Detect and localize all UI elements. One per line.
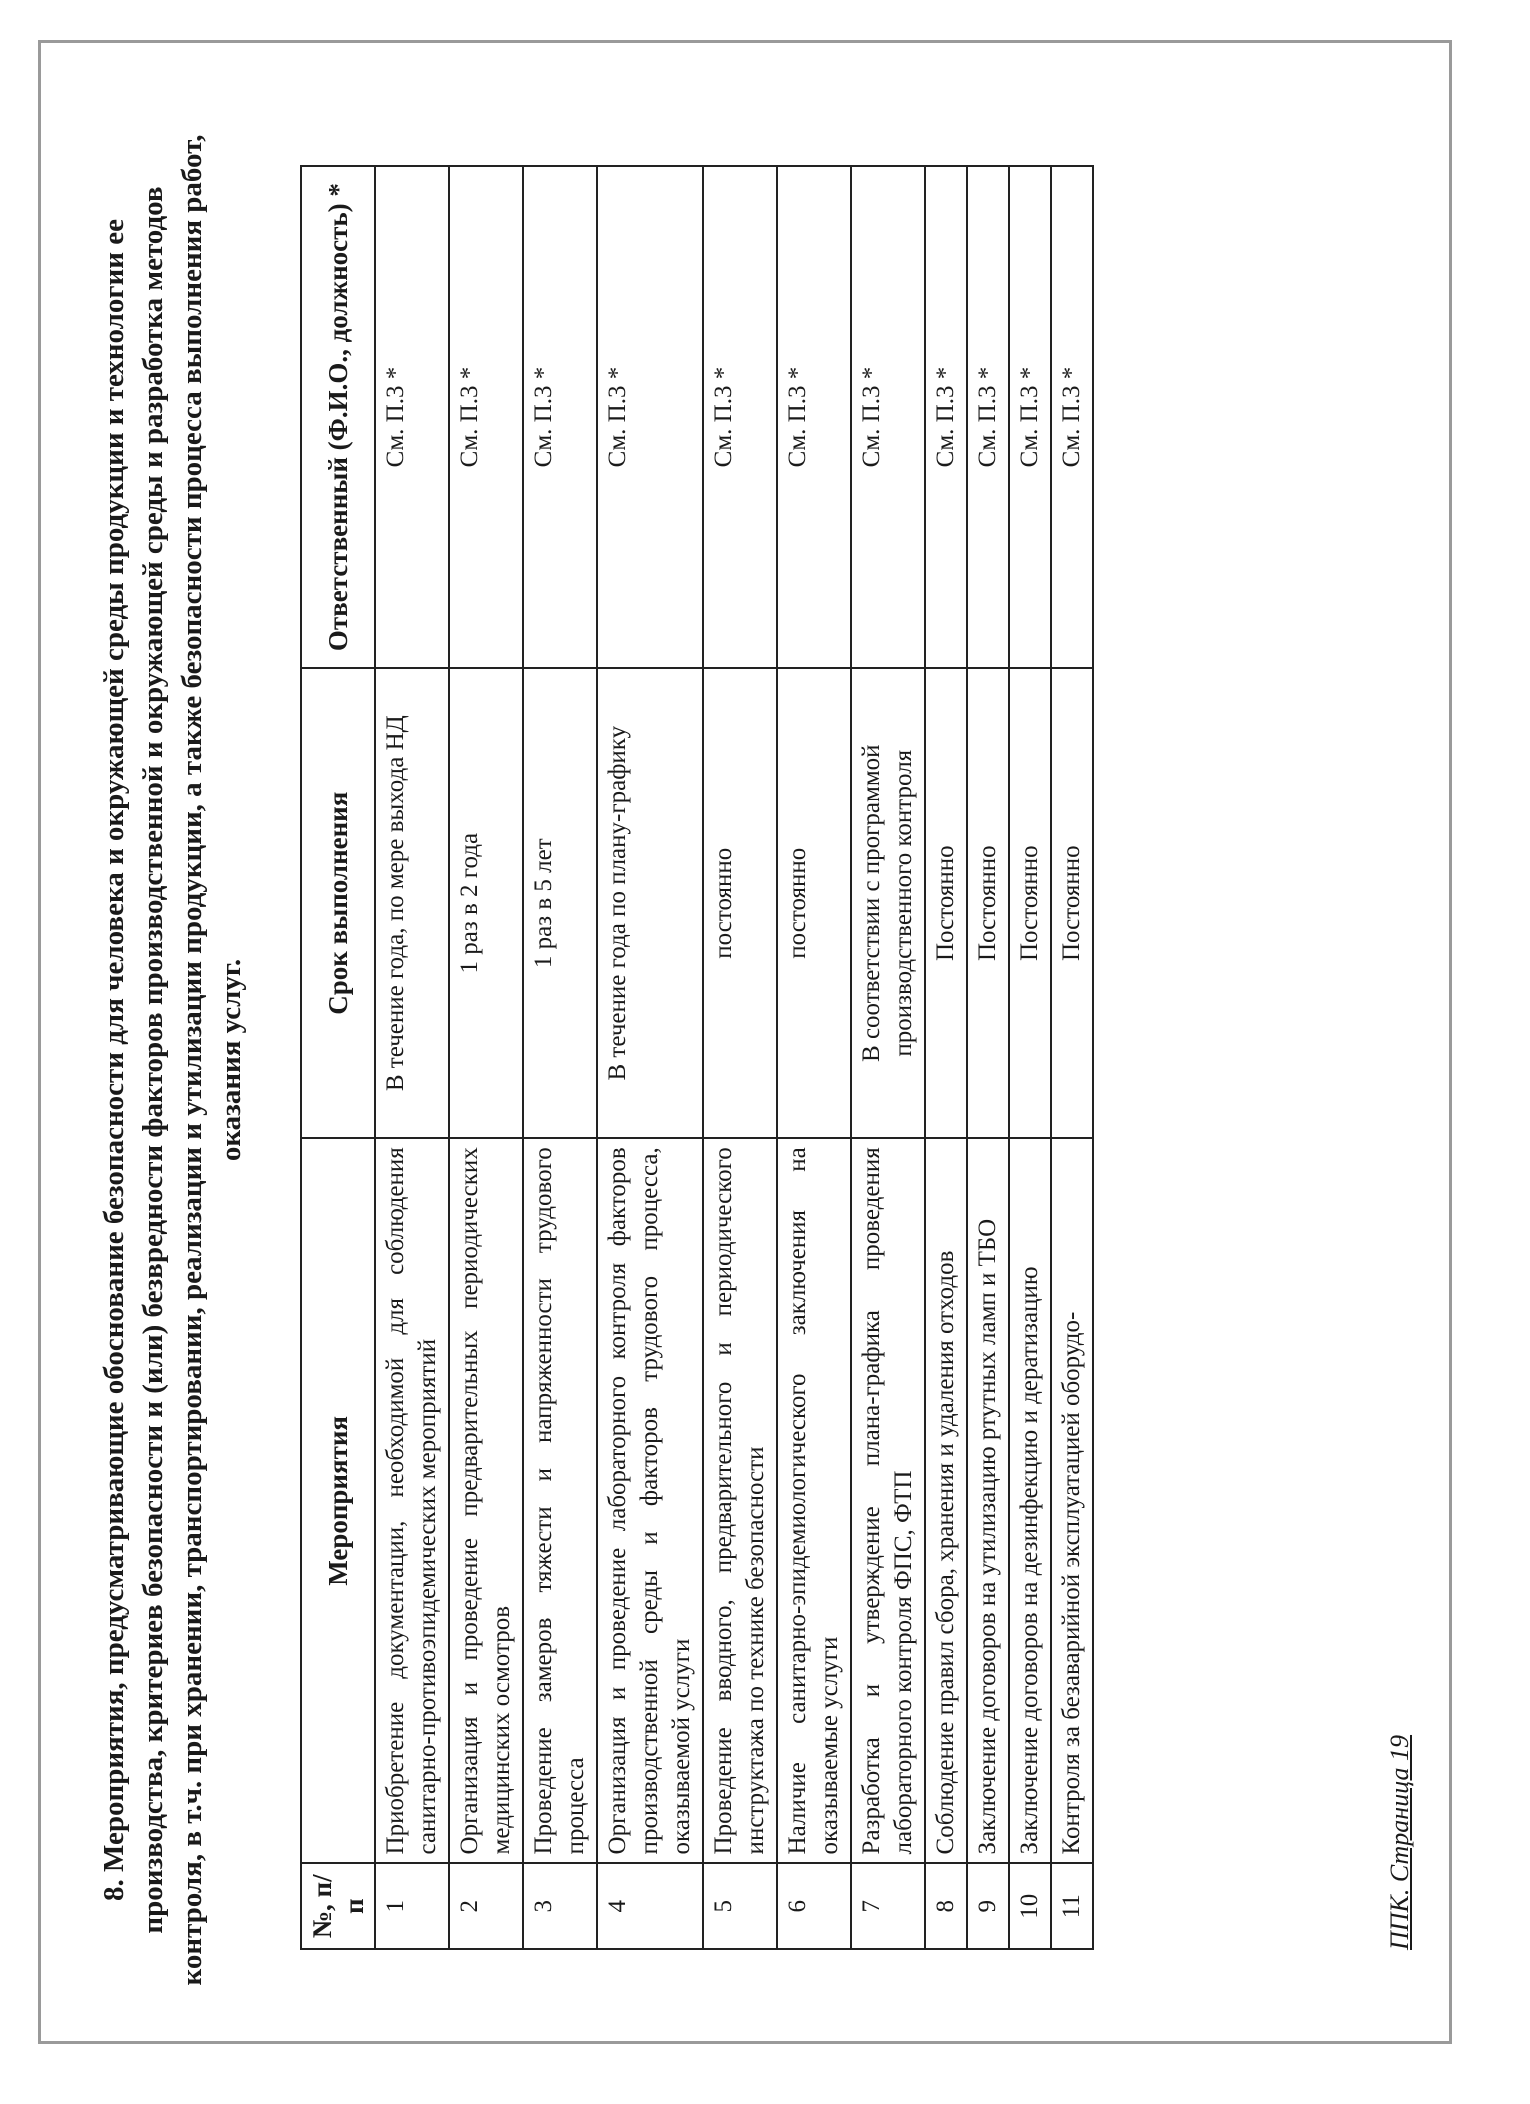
table-row <box>1051 166 1093 1949</box>
row-activity: Заключение договоров на утилизацию ртутных ламп и ТБО <box>967 1138 1009 1863</box>
row-responsible: См. П.3 * <box>703 166 777 668</box>
row-number: 7 <box>851 1863 925 1949</box>
table-row <box>449 166 523 1949</box>
row-activity: Организация и проведение лабораторного контроля факторов производственной среды и факторов трудового процесса, оказываемой услуги <box>597 1138 703 1863</box>
row-term: 1 раз в 5 лет <box>523 668 597 1138</box>
row-number: 2 <box>449 1863 523 1949</box>
row-responsible: См. П.3 * <box>1051 166 1093 668</box>
row-number: 3 <box>523 1863 597 1949</box>
row-number: 4 <box>597 1863 703 1949</box>
row-term: Постоянно <box>925 668 967 1138</box>
table-row <box>967 166 1009 1949</box>
row-number: 10 <box>1009 1863 1051 1949</box>
row-responsible: См. П.3 * <box>925 166 967 668</box>
table-row <box>851 166 925 1949</box>
header-term: Срок выполнения <box>301 668 375 1138</box>
row-term: Постоянно <box>1051 668 1093 1138</box>
header-num: №, п/п <box>301 1863 375 1949</box>
table-header-row <box>301 166 375 1949</box>
row-term: 1 раз в 2 года <box>449 668 523 1138</box>
row-number: 5 <box>703 1863 777 1949</box>
row-responsible: См. П.3 * <box>449 166 523 668</box>
row-term: Постоянно <box>967 668 1009 1138</box>
row-responsible: См. П.3 * <box>851 166 925 668</box>
row-number: 8 <box>925 1863 967 1949</box>
row-term: В течение года по плану-графику <box>597 668 703 1138</box>
table-row <box>597 166 703 1949</box>
row-responsible: См. П.3 * <box>523 166 597 668</box>
table-row <box>925 166 967 1949</box>
page-footer: ППК. Страница 19 <box>1385 1734 1414 1950</box>
rotated-page-content <box>95 130 1420 1990</box>
row-responsible: См. П.3 * <box>597 166 703 668</box>
table-row <box>523 166 597 1949</box>
row-activity: Организация и проведение предварительных периодических медицинских осмотров <box>449 1138 523 1863</box>
header-activity: Мероприятия <box>301 1138 375 1863</box>
table-row <box>375 166 449 1949</box>
row-activity: Разработка и утверждение плана-графика проведения лабораторного контроля ФПС, ФТП <box>851 1138 925 1863</box>
row-term: постоянно <box>703 668 777 1138</box>
table-row <box>777 166 851 1949</box>
row-term: постоянно <box>777 668 851 1138</box>
row-activity: Заключение договоров на дезинфекцию и дератизацию <box>1009 1138 1051 1863</box>
row-activity: Наличие санитарно-эпидемиологического заключения на оказываемые услуги <box>777 1138 851 1863</box>
row-responsible: См. П.3 * <box>967 166 1009 668</box>
row-number: 1 <box>375 1863 449 1949</box>
row-term: В течение года, по мере выхода НД <box>375 668 449 1138</box>
row-term: Постоянно <box>1009 668 1051 1138</box>
row-activity: Контроля за безаварийной эксплуатацией оборудо- <box>1051 1138 1093 1863</box>
activities-table <box>300 165 1094 1950</box>
table-row <box>1009 166 1051 1949</box>
row-responsible: См. П.3 * <box>375 166 449 668</box>
row-activity: Проведение замеров тяжести и напряженности трудового процесса <box>523 1138 597 1863</box>
row-number: 11 <box>1051 1863 1093 1949</box>
table-row <box>703 166 777 1949</box>
row-activity: Соблюдение правил сбора, хранения и удаления отходов <box>925 1138 967 1863</box>
header-responsible: Ответственный (Ф.И.О., должность) * <box>301 166 375 668</box>
row-term: В соответствии с программой производственного контроля <box>851 668 925 1138</box>
row-number: 6 <box>777 1863 851 1949</box>
row-responsible: См. П.3 * <box>1009 166 1051 668</box>
row-activity: Приобретение документации, необходимой для соблюдения санитарно-противоэпидемических мероприятий <box>375 1138 449 1863</box>
section-heading: 8. Мероприятия, предусматривающие обоснование безопасности для человека и окружающей среды продукции и технологии ее производства, критериев безопасности и (или) безвредности факторов производственной и окружающей среды и разработка методов контроля, в т.ч. при хранении, транспортировании, реализации и утилизации продукции, а также безопасности процесса выполнения работ, оказания услуг. <box>98 134 247 1986</box>
row-activity: Проведение вводного, предварительного и периодического инструктажа по технике безопасности <box>703 1138 777 1863</box>
row-responsible: См. П.3 * <box>777 166 851 668</box>
row-number: 9 <box>967 1863 1009 1949</box>
